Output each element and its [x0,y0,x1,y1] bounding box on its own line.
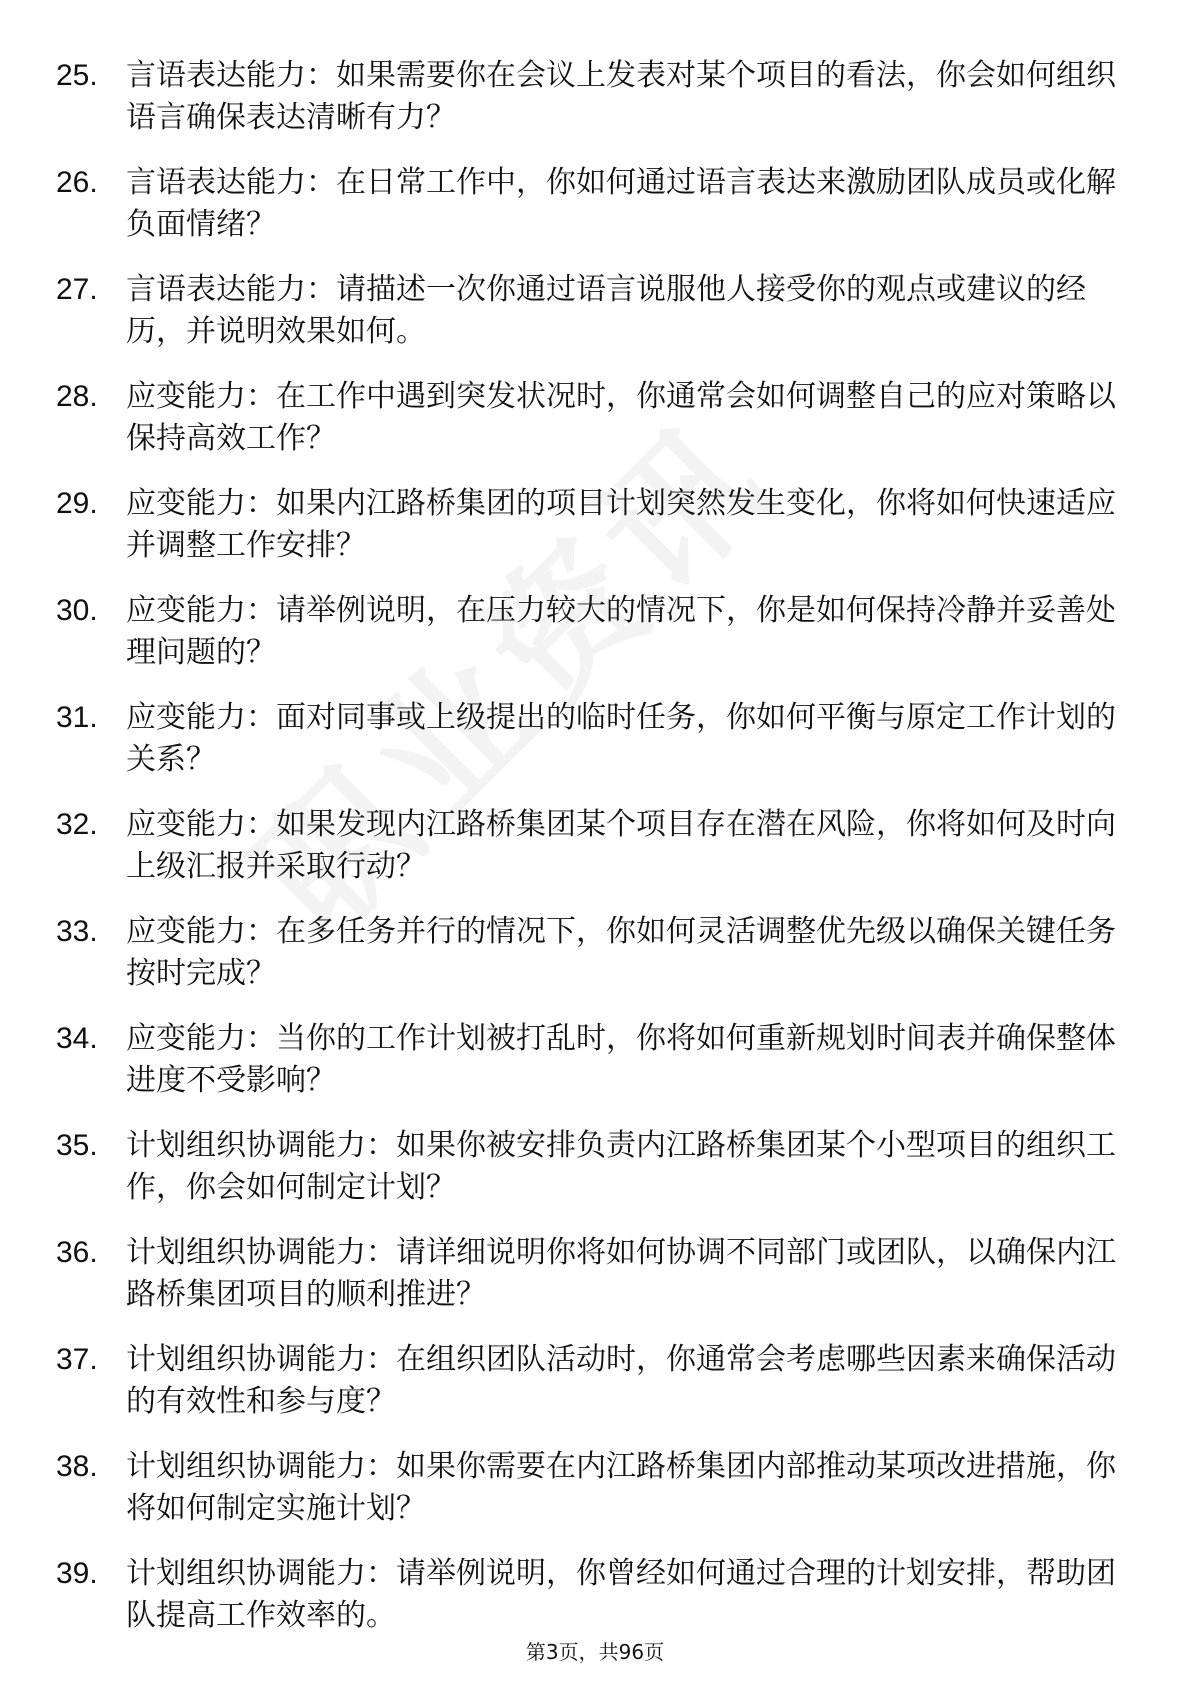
question-text: 计划组织协调能力：在组织团队活动时，你通常会考虑哪些因素来确保活动的有效性和参与度？ [126,1342,1116,1419]
question-number: 36. [56,1236,98,1269]
question-list [56,55,1136,1660]
question-text: 应变能力：当你的工作计划被打乱时，你将如何重新规划时间表并确保整体进度不受影响？ [126,1021,1116,1098]
question-text: 应变能力：面对同事或上级提出的临时任务，你如何平衡与原定工作计划的关系？ [126,700,1116,777]
question-text: 计划组织协调能力：如果你被安排负责内江路桥集团某个小型项目的组织工作，你会如何制定计划？ [126,1128,1116,1205]
question-text: 言语表达能力：在日常工作中，你如何通过语言表达来激励团队成员或化解负面情绪？ [126,165,1116,242]
question-number: 25. [56,59,98,92]
question-item-38 [56,1446,1136,1530]
question-item-35 [56,1125,1136,1209]
question-item-32 [56,804,1136,888]
question-number: 27. [56,273,98,306]
question-number: 35. [56,1129,98,1162]
question-text: 应变能力：如果内江路桥集团的项目计划突然发生变化，你将如何快速适应并调整工作安排？ [126,486,1116,563]
question-item-25 [56,55,1136,139]
question-text: 应变能力：请举例说明，在压力较大的情况下，你是如何保持冷静并妥善处理问题的？ [126,593,1116,670]
question-item-39 [56,1553,1136,1637]
question-item-29 [56,483,1136,567]
question-text: 计划组织协调能力：请举例说明，你曾经如何通过合理的计划安排，帮助团队提高工作效率的。 [126,1556,1116,1633]
question-number: 30. [56,594,98,627]
question-text: 言语表达能力：如果需要你在会议上发表对某个项目的看法，你会如何组织语言确保表达清晰有力？ [126,58,1116,135]
question-item-34 [56,1018,1136,1102]
question-item-31 [56,697,1136,781]
question-number: 34. [56,1022,98,1055]
question-item-26 [56,162,1136,246]
question-text: 应变能力：在工作中遇到突发状况时，你通常会如何调整自己的应对策略以保持高效工作？ [126,379,1116,456]
question-item-28 [56,376,1136,460]
question-item-33 [56,911,1136,995]
question-number: 32. [56,808,98,841]
question-number: 33. [56,915,98,948]
question-text: 计划组织协调能力：如果你需要在内江路桥集团内部推动某项改进措施，你将如何制定实施计划？ [126,1449,1116,1526]
question-number: 26. [56,166,98,199]
question-text: 计划组织协调能力：请详细说明你将如何协调不同部门或团队，以确保内江路桥集团项目的顺利推进？ [126,1235,1116,1312]
question-item-36 [56,1232,1136,1316]
question-number: 39. [56,1557,98,1590]
question-text: 应变能力：如果发现内江路桥集团某个项目存在潜在风险，你将如何及时向上级汇报并采取行动？ [126,807,1116,884]
question-number: 37. [56,1343,98,1376]
question-item-37 [56,1339,1136,1423]
question-number: 31. [56,701,98,734]
question-text: 言语表达能力：请描述一次你通过语言说服他人接受你的观点或建议的经历，并说明效果如何。 [126,272,1086,349]
question-text: 应变能力：在多任务并行的情况下，你如何灵活调整优先级以确保关键任务按时完成？ [126,914,1116,991]
question-number: 38. [56,1450,98,1483]
question-number: 28. [56,380,98,413]
page-footer: 第3页，共96页 [525,1640,665,1664]
question-item-30 [56,590,1136,674]
question-number: 29. [56,487,98,520]
question-item-27 [56,269,1136,353]
